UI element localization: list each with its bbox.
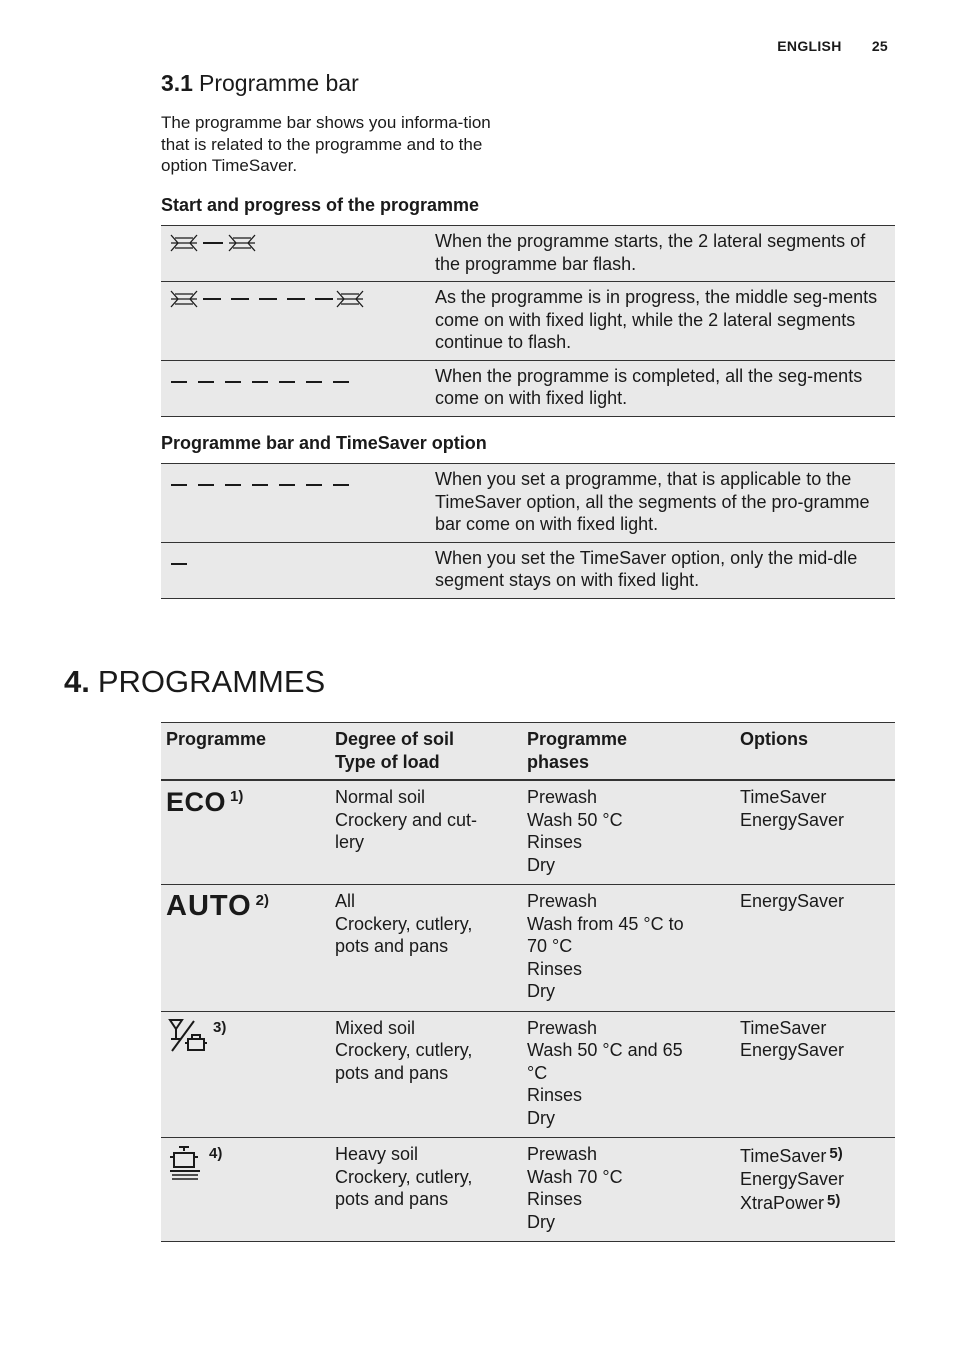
table-row (161, 1138, 895, 1242)
section-number: 3.1 (161, 70, 193, 96)
auto-programme-logo: AUTO (166, 890, 252, 922)
programme-cell (161, 780, 330, 885)
section-3-1-intro: The programme bar shows you informa-tion that is related to the programme and to the option TimeSaver. (161, 113, 491, 175)
all-segments-fixed-icon (167, 470, 367, 492)
all-segments-fixed-icon (167, 367, 367, 389)
header-language: ENGLISH (777, 38, 842, 54)
options-cell: TimeSaver EnergySaver (735, 780, 895, 885)
soil-cell: All Crockery, cutlery, pots and pans (330, 885, 522, 1012)
section-title: PROGRAMMES (97, 664, 326, 699)
timesaver-table (161, 463, 895, 599)
table-header-row (161, 723, 895, 781)
header-options: Options (735, 723, 895, 781)
header-soil: Degree of soil Type of load (330, 723, 522, 781)
section-number: 4. (64, 664, 90, 699)
footnote-ref: 1) (230, 788, 244, 805)
footnote-ref: 2) (255, 892, 269, 909)
row-description: When the programme starts, the 2 lateral segments of the programme bar flash. (429, 226, 895, 282)
start-progress-heading: Start and progress of the programme (161, 195, 480, 215)
section-title: Programme bar (198, 70, 359, 96)
options-cell: TimeSaver $^{5)}$ EnergySaver XtraPower $^{5)}$ (735, 1138, 895, 1242)
flashing-lateral-and-fixed-middle-segments-icon (167, 288, 377, 310)
single-middle-segment-icon (167, 549, 207, 571)
table-row (161, 464, 895, 543)
glass-and-pot-icon (166, 1017, 210, 1053)
table-row (161, 780, 895, 885)
programme-cell (161, 1138, 330, 1242)
header-page-number: 25 (871, 38, 888, 54)
phases-cell: Prewash Wash from 45 °C to 70 °C Rinses Dry (522, 885, 735, 1012)
section-4-heading (64, 664, 325, 700)
options-cell: EnergySaver (735, 885, 895, 1012)
phases-cell: Prewash Wash 50 °C Rinses Dry (522, 780, 735, 885)
start-progress-table (161, 225, 895, 417)
two-flashing-segments-icon (167, 232, 277, 254)
footnote-ref: 3) (213, 1018, 227, 1036)
phases-cell: Prewash Wash 50 °C and 65 °C Rinses Dry (522, 1011, 735, 1138)
table-row (161, 360, 895, 416)
programme-cell (161, 1011, 330, 1138)
programme-cell (161, 885, 330, 1012)
header-phases: Programme phases (522, 723, 735, 781)
section-3-1-heading (161, 70, 359, 97)
footnote-ref: 4) (209, 1145, 223, 1162)
row-description: When the programme is completed, all the seg-ments come on with fixed light. (429, 360, 895, 416)
table-row (161, 1011, 895, 1138)
row-description: When you set a programme, that is applicable to the TimeSaver option, all the segments of the pro-gramme bar come on with fixed light. (429, 464, 895, 543)
timesaver-heading: Programme bar and TimeSaver option (161, 433, 487, 453)
eco-programme-logo: ECO (166, 787, 227, 817)
options-cell: TimeSaver EnergySaver (735, 1011, 895, 1138)
soil-cell: Normal soil Crockery and cut- lery (330, 780, 522, 885)
page-header (751, 38, 888, 54)
row-description: When you set the TimeSaver option, only the mid-dle segment stays on with fixed light. (429, 542, 895, 598)
phases-cell: Prewash Wash 70 °C Rinses Dry (522, 1138, 735, 1242)
footnote-ref: 5) (829, 1145, 843, 1162)
footnote-ref: 5) (827, 1192, 841, 1209)
table-row (161, 542, 895, 598)
intensive-pot-icon (166, 1143, 206, 1183)
row-description: As the programme is in progress, the middle seg-ments come on with fixed light, while the 2 lateral segments continue to flash. (429, 282, 895, 361)
header-programme: Programme (161, 723, 330, 781)
table-row (161, 226, 895, 282)
programmes-table (161, 722, 895, 1242)
soil-cell: Heavy soil Crockery, cutlery, pots and pans (330, 1138, 522, 1242)
table-row (161, 885, 895, 1012)
table-row (161, 282, 895, 361)
soil-cell: Mixed soil Crockery, cutlery, pots and pans (330, 1011, 522, 1138)
